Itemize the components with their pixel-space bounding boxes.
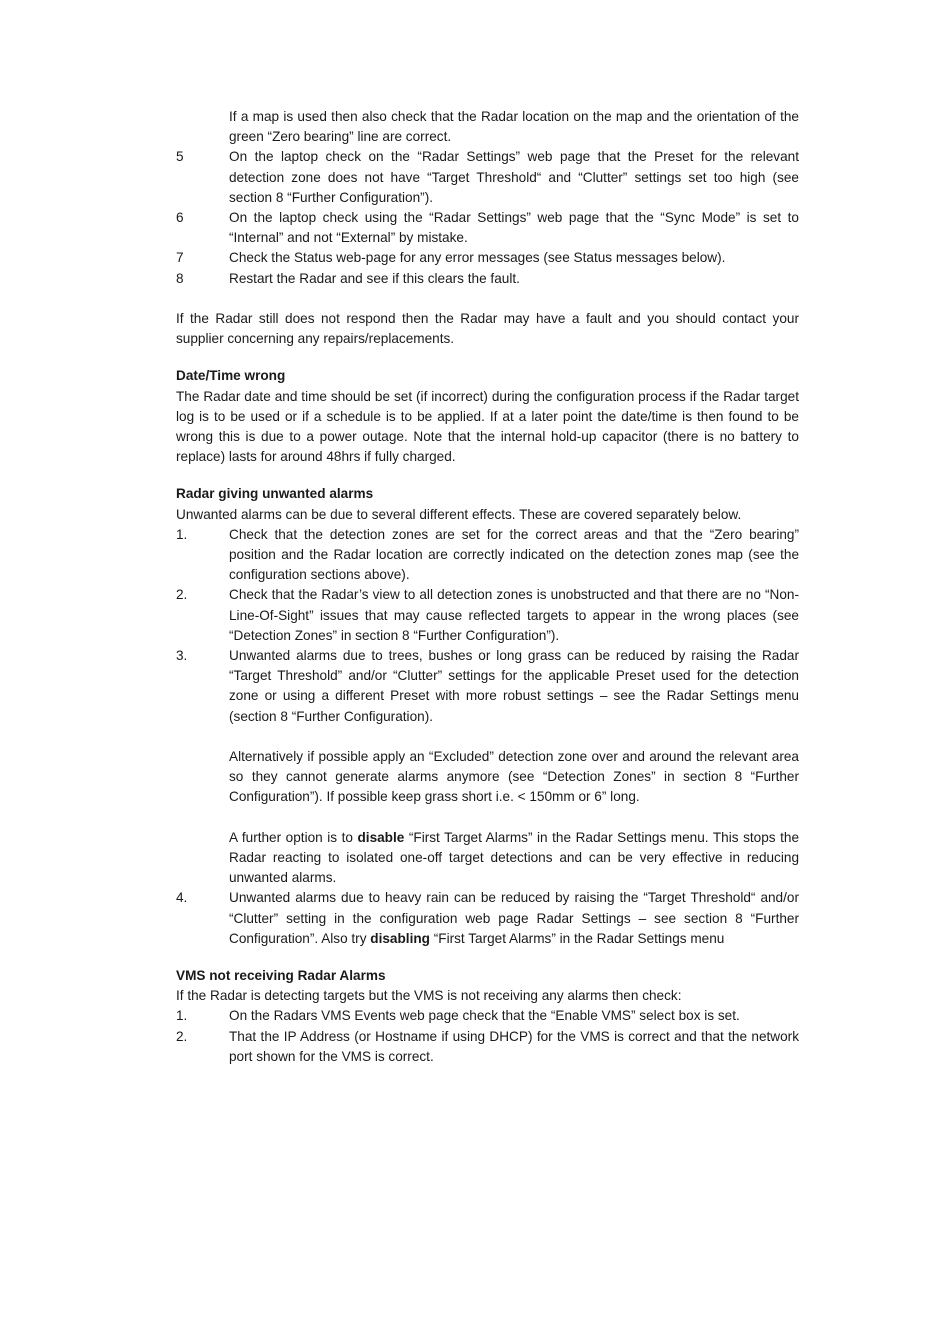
list-item	[176, 1006, 799, 1026]
first-target-text-a: A further option is to	[229, 829, 358, 845]
list-text: That the IP Address (or Hostname if using DHCP) for the VMS is correct and that the network port shown for the VMS is correct.	[229, 1028, 799, 1064]
date-time-paragraph: The Radar date and time should be set (if incorrect) during the configuration process if the Radar target log is to be used or if a schedule is to be applied. If at a later point the date/time is then found to be wrong this is due to a power outage. Note that the internal hold-up capacitor (there is no battery to replace) lasts for around 48hrs if fully charged.	[176, 388, 799, 465]
spacer	[176, 727, 799, 747]
rain-text-b: “First Target Alarms” in the Radar Settings menu	[429, 930, 725, 946]
step-text: On the laptop check using the “Radar Settings” web page that the “Sync Mode” is set to “Internal” and not “External” by mistake.	[229, 210, 799, 246]
step-text: Check the Status web-page for any error messages (see Status messages below).	[229, 250, 726, 266]
step-item	[176, 269, 799, 289]
list-item	[176, 525, 799, 586]
page-content	[176, 107, 799, 1067]
unwanted-alarms-intro: Unwanted alarms can be due to several different effects. These are covered separately below.	[176, 506, 742, 522]
list-number: 2.	[176, 587, 188, 603]
list-number: 3.	[176, 648, 188, 664]
step-text: Restart the Radar and see if this clears the fault.	[229, 270, 520, 286]
step-text: On the laptop check on the “Radar Settings” web page that the Preset for the relevant detection zone does not have “Target Threshold“ and “Clutter” settings set too high (see section 8 “Further Configuration”).	[229, 149, 799, 205]
list-text: Check that the detection zones are set for the correct areas and that the “Zero bearing” position and the Radar location are correctly indicated on the detection zones map (see the configuration sections above).	[229, 526, 799, 583]
step-number: 8	[176, 270, 184, 286]
excluded-zone-paragraph: Alternatively if possible apply an “Excluded” detection zone over and around the relevant area so they cannot generate alarms anymore (see “Detection Zones” in section 8 “Further Configuration”). If possible keep grass short i.e. < 150mm or 6” long.	[229, 749, 799, 805]
list-item	[176, 585, 799, 646]
list-number: 2.	[176, 1028, 188, 1044]
vms-intro: If the Radar is detecting targets but the VMS is not receiving any alarms then check:	[176, 988, 682, 1004]
contact-supplier-paragraph: If the Radar still does not respond then the Radar may have a fault and you should contact your supplier concerning any repairs/replacements.	[176, 311, 799, 347]
spacer	[176, 289, 799, 309]
list-number: 1.	[176, 526, 188, 542]
vms-heading: VMS not receiving Radar Alarms	[176, 968, 386, 984]
list-text: Check that the Radar’s view to all detection zones is unobstructed and that there are no “Non-Line-Of-Sight” issues that may cause reflected targets to appear in the wrong places (see “Detection Zones” in section 8 “Further Configuration”).	[229, 587, 799, 643]
list-text: On the Radars VMS Events web page check that the “Enable VMS” select box is set.	[229, 1008, 740, 1024]
rain-bold: disabling	[370, 930, 430, 946]
step-number: 5	[176, 149, 184, 165]
list-item	[176, 888, 799, 949]
date-time-heading: Date/Time wrong	[176, 368, 286, 384]
list-number: 4.	[176, 890, 188, 906]
rain-text-a: Unwanted alarms due to heavy rain can be reduced by raising the “Target Threshold“ and/or “Clutter” setting in the configuration web page Radar Settings – see section 8 “Further Configuration”. Also try	[229, 890, 799, 946]
map-check-paragraph: If a map is used then also check that the Radar location on the map and the orientation of the green “Zero bearing” line are correct.	[229, 109, 799, 145]
first-target-bold: disable	[357, 829, 405, 845]
list-text	[229, 888, 799, 949]
first-target-text-b: “First Target Alarms” in the Radar Settings menu. This stops the Radar reacting to isolated one-off target detections and can be very effective in reducing unwanted alarms.	[229, 829, 800, 886]
step-number: 7	[176, 250, 184, 266]
spacer	[176, 808, 799, 828]
step-item	[176, 147, 799, 208]
spacer	[176, 467, 799, 484]
spacer	[176, 949, 799, 966]
list-item	[176, 646, 799, 727]
step-number: 6	[176, 210, 184, 226]
step-item	[176, 208, 799, 248]
list-item	[176, 1027, 799, 1067]
first-target-paragraph	[176, 828, 799, 889]
list-text: Unwanted alarms due to trees, bushes or long grass can be reduced by raising the Radar “Target Threshold” and/or “Clutter” settings for the applicable Preset used for the detection zone or using a different Preset with more robust settings – see the Radar Settings menu (section 8 “Further Configuration).	[229, 648, 799, 724]
unwanted-alarms-heading: Radar giving unwanted alarms	[176, 486, 374, 502]
list-number: 1.	[176, 1008, 188, 1024]
step-item	[176, 248, 799, 268]
spacer	[176, 349, 799, 366]
